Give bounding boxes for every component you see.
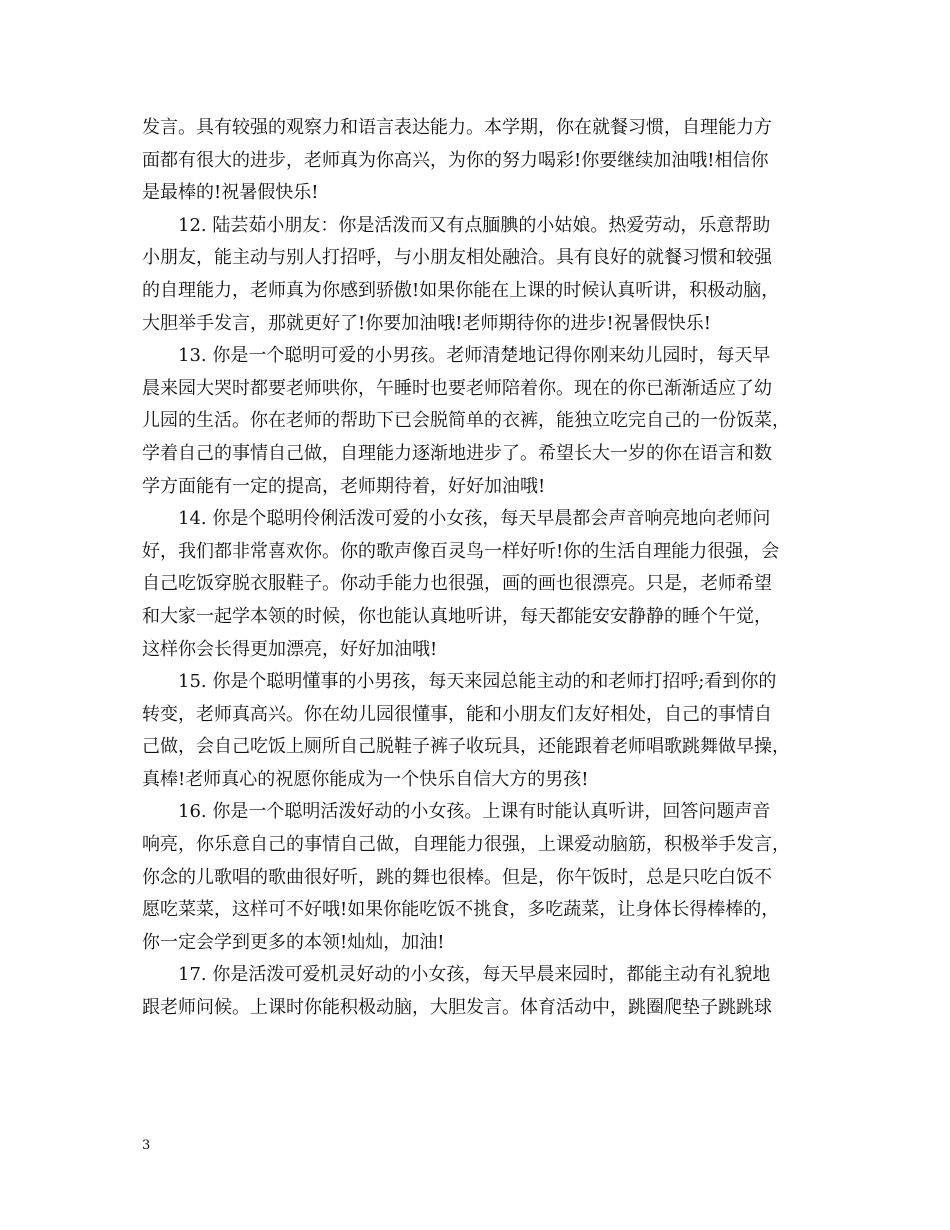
paragraph-line: 是最棒的!祝暑假快乐!: [142, 182, 319, 204]
paragraph-line: 晨来园大哭时都要老师哄你，午睡时也要老师陪着你。现在的你已渐渐适应了幼: [142, 377, 772, 399]
paragraph-line: 己做，会自己吃饭上厕所自己脱鞋子裤子收玩具，还能跟着老师唱歌跳舞做早操，: [142, 736, 790, 758]
paragraph-line: 转变，老师真高兴。你在幼儿园很懂事，能和小朋友们友好相处，自己的事情自: [142, 703, 772, 725]
paragraph-line: 学方面能有一定的提高，老师期待着，好好加油哦!: [142, 475, 546, 497]
paragraph-line: 小朋友，能主动与别人打招呼，与小朋友相处融洽。具有良好的就餐习惯和较强: [142, 247, 772, 269]
paragraph-first-line: 13. 你是一个聪明可爱的小男孩。老师清楚地记得你刚来幼儿园时，每天早: [178, 345, 771, 367]
paragraph-line: 大胆举手发言，那就更好了!你要加油哦!老师期待你的进步!祝暑假快乐!: [142, 312, 711, 334]
paragraph-first-line: 14. 你是个聪明伶俐活泼可爱的小女孩，每天早晨都会声音响亮地向老师问: [178, 508, 771, 530]
paragraph-first-line: 15. 你是个聪明懂事的小男孩，每天来园总能主动的和老师打招呼;看到你的: [178, 671, 777, 693]
paragraph-line: 面都有很大的进步，老师真为你高兴，为你的努力喝彩!你要继续加油哦!相信你: [142, 149, 769, 171]
paragraph-line: 好，我们都非常喜欢你。你的歌声像百灵鸟一样好听!你的生活自理能力很强，会: [142, 540, 780, 562]
paragraph-line: 这样你会长得更加漂亮，好好加油哦!: [142, 638, 438, 660]
paragraph-line: 你一定会学到更多的本领!灿灿，加油!: [142, 931, 445, 953]
paragraph-line: 自己吃饭穿脱衣服鞋子。你动手能力也很强，画的画也很漂亮。只是，老师希望: [142, 573, 772, 595]
paragraph-line: 和大家一起学本领的时候，你也能认真地听讲，每天都能安安静静的睡个午觉，: [142, 605, 772, 627]
paragraph-line: 响亮，你乐意自己的事情自己做，自理能力很强，上课爱动脑筋，积极举手发言，: [142, 834, 790, 856]
paragraph-line: 的自理能力，老师真为你感到骄傲!如果你能在上课的时候认真听讲，积极动脑，: [142, 279, 780, 301]
paragraph-line: 儿园的生活。你在老师的帮助下已会脱简单的衣裤，能独立吃完自己的一份饭菜，: [142, 410, 790, 432]
paragraph-line: 愿吃菜菜，这样可不好哦!如果你能吃饭不挑食，多吃蔬菜，让身体长得棒棒的，: [142, 899, 780, 921]
paragraph-first-line: 16. 你是一个聪明活泼好动的小女孩。上课有时能认真听讲，回答问题声音: [178, 801, 771, 823]
body-text: [142, 112, 822, 1025]
paragraph-first-line: 12. 陆芸茹小朋友：你是活泼而又有点腼腆的小姑娘。热爱劳动，乐意帮助: [178, 214, 771, 236]
paragraph-first-line: 17. 你是活泼可爱机灵好动的小女孩，每天早晨来园时，都能主动有礼貌地: [178, 964, 771, 986]
paragraph-line: 你念的儿歌唱的歌曲很好听，跳的舞也很棒。但是，你午饭时，总是只吃白饭不: [142, 866, 772, 888]
paragraph-line: 真棒!老师真心的祝愿你能成为一个快乐自信大方的男孩!: [142, 768, 589, 790]
paragraph-line: 跟老师问候。上课时你能积极动脑，大胆发言。体育活动中，跳圈爬垫子跳跳球: [142, 997, 772, 1019]
paragraph-line: 发言。具有较强的观察力和语言表达能力。本学期，你在就餐习惯，自理能力方: [142, 117, 772, 138]
paragraph-line: 学着自己的事情自己做，自理能力逐渐地进步了。希望长大一岁的你在语言和数: [142, 442, 772, 464]
page-number: 3: [142, 1138, 151, 1153]
